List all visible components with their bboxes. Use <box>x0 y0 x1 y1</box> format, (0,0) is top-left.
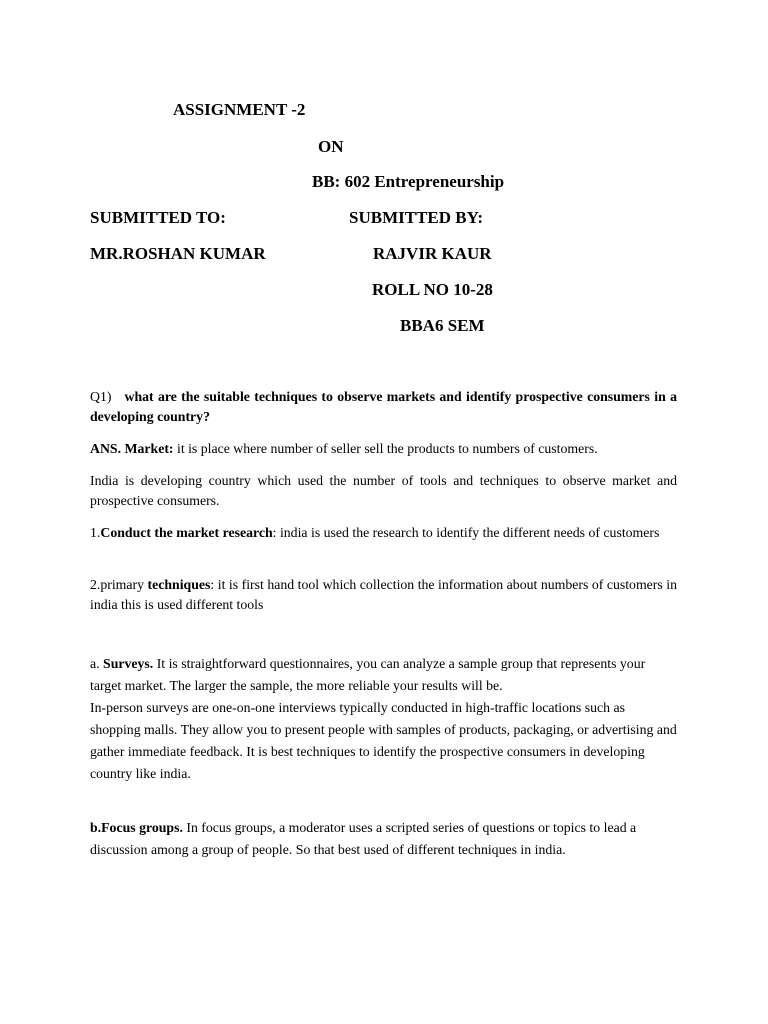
course-title: BB: 602 Entrepreneurship <box>312 172 505 191</box>
assignment-title: ASSIGNMENT -2 <box>173 100 306 119</box>
answer-label: ANS. Market: <box>90 441 174 456</box>
point-2-title: techniques <box>147 577 211 592</box>
point-2-paragraph <box>90 575 677 615</box>
point-2-text: : it is first hand tool which collection the information about numbers of customers in india this is used different tools <box>90 577 677 612</box>
focus-groups-text: In focus groups, a moderator uses a scripted series of questions or topics to lead a discussion among a group of people. So that best used of different techniques in india. <box>90 820 637 857</box>
point-1-title: Conduct the market research <box>100 525 273 540</box>
surveys-text-2: In-person surveys are one-on-one interviews typically conducted in high-traffic locations such as shopping malls. They allow you to present people with samples of products, packaging, or advertising and gather immediate feedback. It is best techniques to identify the prospective consumers in developing country like india. <box>90 700 677 781</box>
answer-text: it is place where number of seller sell the products to numbers of customers. <box>173 441 598 456</box>
focus-groups-paragraph <box>90 817 677 861</box>
point-1-number: 1. <box>90 525 101 540</box>
on-label: ON <box>318 137 344 156</box>
surveys-prefix: a. <box>90 656 104 671</box>
point-1-text: : india is used the research to identify the different needs of customers <box>272 525 660 540</box>
point-2-prefix: 2.primary <box>90 577 148 592</box>
answer-paragraph <box>90 439 677 459</box>
submitted-by-label: SUBMITTED BY: <box>349 208 483 227</box>
question-text: what are the suitable techniques to observe markets and identify prospective consumers in a developing country? <box>90 389 677 424</box>
surveys-paragraph <box>90 653 677 785</box>
point-1-paragraph <box>90 523 677 543</box>
surveys-text-1: It is straightforward questionnaires, you can analyze a sample group that represents your target market. The larger the sample, the more reliable your results will be. <box>90 656 646 693</box>
focus-groups-title: b.Focus groups. <box>90 820 183 835</box>
question-number: Q1) <box>90 389 112 404</box>
teacher-name: MR.ROSHAN KUMAR <box>90 244 266 263</box>
surveys-title: Surveys. <box>103 656 154 671</box>
student-name: RAJVIR KAUR <box>373 244 492 263</box>
question-1 <box>90 387 677 427</box>
semester: BBA6 SEM <box>400 316 485 335</box>
roll-number: ROLL NO 10-28 <box>372 280 493 299</box>
india-paragraph: India is developing country which used the number of tools and techniques to observe market and prospective consumers. <box>90 473 677 508</box>
submitted-to-label: SUBMITTED TO: <box>90 208 226 227</box>
